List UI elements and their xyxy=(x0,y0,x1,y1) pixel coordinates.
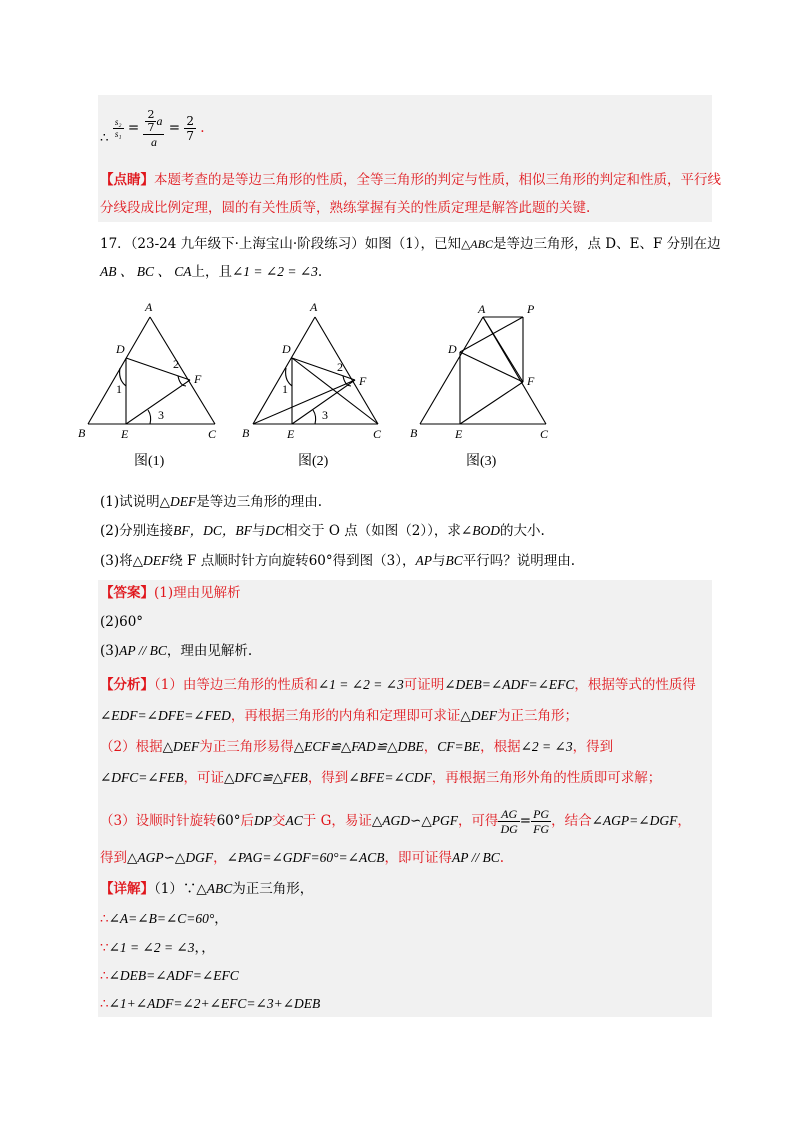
detail-line-2: ∴∠A=∠B=∠C=60°， xyxy=(100,911,228,927)
label-angle-1: 1 xyxy=(282,382,288,396)
ratio-ag-dg: $\frac{AG}{DG}$ xyxy=(500,807,518,836)
label-c: C xyxy=(208,427,217,441)
label-a: A xyxy=(145,300,153,314)
label-b: B xyxy=(410,426,418,440)
label-c: C xyxy=(373,427,382,441)
caption-figure-3: 图(3) xyxy=(466,454,497,469)
question-3: (3)将△DEF绕 F 点顺时针方向旋转60°得到图（3），AP与BC平行吗？说明理由. xyxy=(100,553,576,569)
problem-line-2: AB 、 BC 、 CA上，且∠1 = ∠2 = ∠3. xyxy=(100,264,323,280)
detail-line-3: ∵∠1 = ∠2 = ∠3，， xyxy=(100,940,215,956)
question-2: (2)分别连接BF，DC，BF与DC相交于 O 点（如图（2）），求∠BOD的大小. xyxy=(100,523,545,539)
label-b: B xyxy=(242,426,250,440)
figure-labels xyxy=(0,300,800,490)
analysis-line-5: （3）设顺时针旋转60°后DP交AC于 G，易证△AGD∽△PGF，可得 $\frac{AG}{DG}$ = $\frac{PG}{FG}$ ，结合∠AGP=∠DGF， xyxy=(100,807,691,836)
answer-line-1: 【答案】(1)理由见解析 xyxy=(100,585,241,601)
dianjing-line-1: 【点睛】本题考查的是等边三角形的性质，全等三角形的判定与性质，相似三角形的判定和性质，平行线 xyxy=(100,172,721,188)
big-fraction: $\frac{2}{7}$ a a xyxy=(143,109,164,149)
label-angle-3: 3 xyxy=(158,408,164,422)
therefore-symbol: ∴ xyxy=(100,130,109,146)
analysis-line-2: ∠EDF=∠DFE=∠FED，再根据三角形的内角和定理即可求证△DEF为正三角形； xyxy=(100,708,579,724)
label-angle-3: 3 xyxy=(322,408,328,422)
ratio-line: ∴ $\frac{\text{s₂}}{\text{s₁}}$ = $\frac{2}{7}$ a a = $\frac{2}{7}$ . xyxy=(100,107,205,149)
caption-figure-2: 图(2) xyxy=(298,454,329,469)
detail-line-4: ∴∠DEB=∠ADF=∠EFC xyxy=(100,968,239,984)
label-c: C xyxy=(540,427,549,441)
problem-line-1: 17．（23-24 九年级下·上海宝山·阶段练习）如图（1），已知△ABC是等边三角形，点 D、E、F 分别在边 xyxy=(100,236,721,252)
answer-line-3: (3)AP // BC，理由见解析. xyxy=(100,643,253,659)
label-e: E xyxy=(121,427,129,441)
label-a: A xyxy=(310,300,318,314)
label-f: F xyxy=(359,374,367,388)
label-f: F xyxy=(527,374,535,388)
label-e: E xyxy=(455,427,463,441)
label-d: D xyxy=(116,342,125,356)
label-b: B xyxy=(78,426,86,440)
label-p: P xyxy=(527,302,535,316)
answer-line-2: (2)60° xyxy=(100,614,144,630)
detail-line-1: 【详解】（1）∵△ABC为正三角形， xyxy=(100,881,314,897)
result-fraction: $\frac{2}{7}$ xyxy=(186,114,194,143)
label-d: D xyxy=(448,342,457,356)
label-angle-2: 2 xyxy=(173,357,179,371)
caption-figure-1: 图(1) xyxy=(134,454,165,469)
label-f: F xyxy=(194,372,202,386)
label-a: A xyxy=(478,302,486,316)
dianjing-line-2: 分线段成比例定理，圆的有关性质等，熟练掌握有关的性质定理是解答此题的关键. xyxy=(100,200,591,216)
question-1: (1)试说明△DEF是等边三角形的理由. xyxy=(100,494,323,510)
ratio-pg-fg: $\frac{PG}{FG}$ xyxy=(533,807,550,836)
label-d: D xyxy=(282,342,291,356)
analysis-line-1: 【分析】（1）由等边三角形的性质和∠1 = ∠2 = ∠3可证明∠DEB=∠ADF=∠EFC，根据等式的性质得 xyxy=(100,677,696,693)
s-ratio: $\frac{\text{s₂}}{\text{s₁}}$ xyxy=(114,117,122,139)
analysis-line-6: 得到△AGP∽△DGF，∠PAG=∠GDF=60°=∠ACB，即可证得AP // BC. xyxy=(100,850,505,866)
label-angle-2: 2 xyxy=(337,360,343,374)
detail-line-5: ∴∠1+∠ADF=∠2+∠EFC=∠3+∠DEB xyxy=(100,996,321,1012)
analysis-line-4: ∠DFC=∠FEB，可证△DFC≌△FEB，得到∠BFE=∠CDF，再根据三角形外角的性质即可求解； xyxy=(100,770,662,786)
label-e: E xyxy=(287,427,295,441)
label-angle-1: 1 xyxy=(116,382,122,396)
analysis-line-3: （2）根据△DEF为正三角形易得△ECF≌△FAD≌△DBE，CF=BE，根据∠2 = ∠3，得到 xyxy=(100,739,614,755)
